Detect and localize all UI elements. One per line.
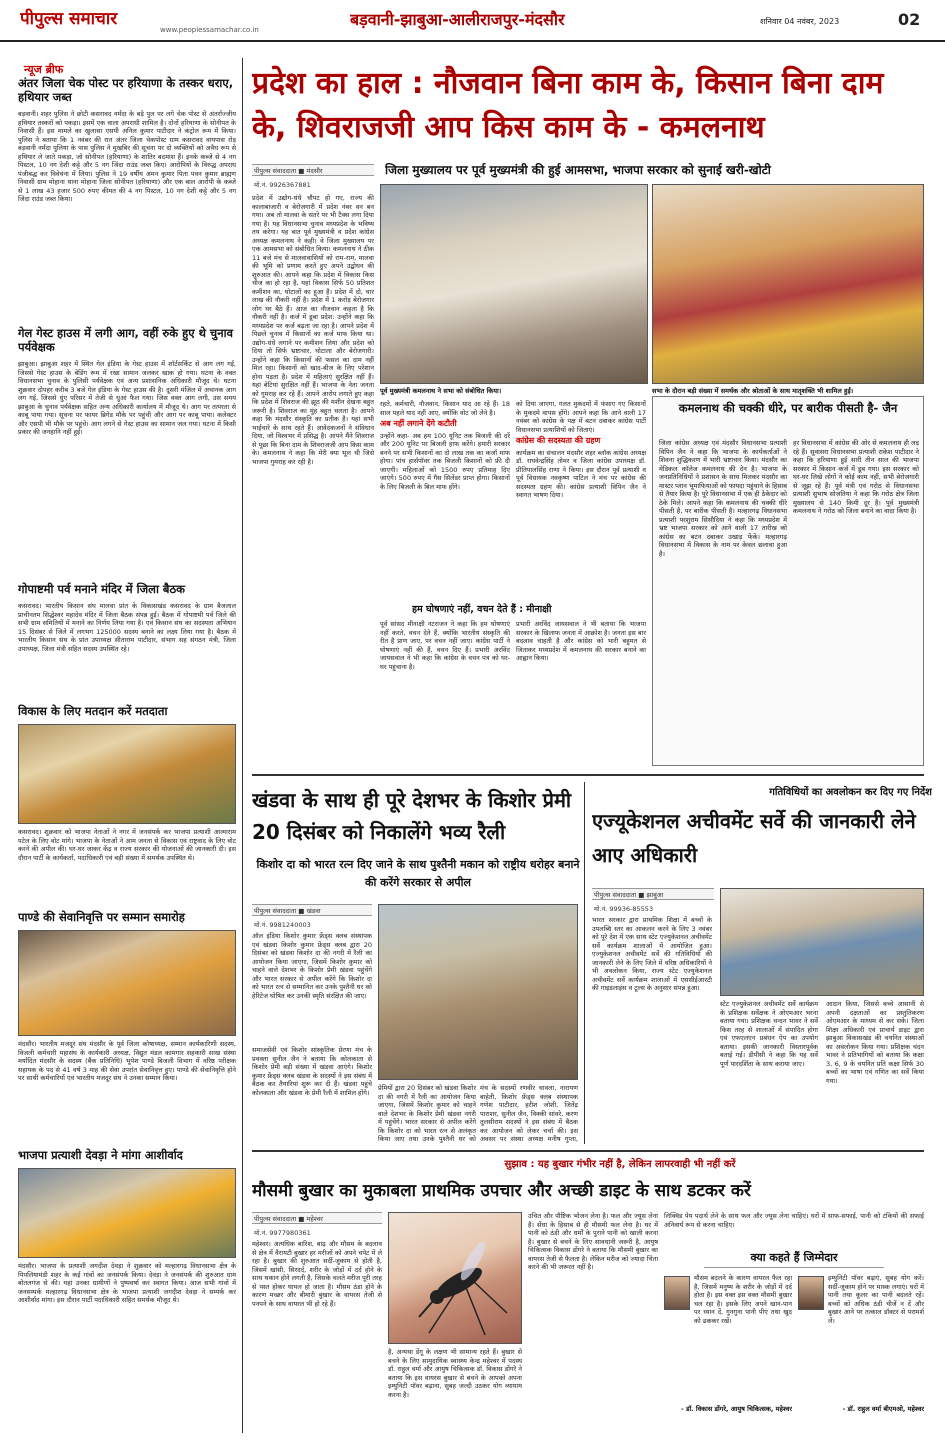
edu-col-2: स्टेट एज्युकेशनल अचीवमेंट सर्वे कार्यक्रम के प्रशिक्षक सर्वेक्षक ने ओएमआर भरना बताया गया। प्रशिक्षक चन्दन भावर ने सर्वे किस तरह से शालाओं में संपादित होगा एवं एफएलएन प्रबंधन ऐप का उपयोग बताया। इसकी जानकारी विस्तारपूर्वक बताई गई। डीपीसी ने कहा कि यह सर्वे पूर्ण पारदर्शिता के साथ कराया जाए। [720,1000,818,1068]
fever-col-4: लिक्विड पेय पदार्थ लेने के साथ फल और ज्यूस लेना चाहिए। घरों में साफ-सफाई, पानी को टंकियों की सफाई अनिवार्य रूप से करना चाहिए। [664,1212,924,1229]
side-headline: कमलनाथ की चक्की धीरे, पर बारीक पीसती है- जैन [678,401,898,415]
brief-body-4: कसरावद। शुक्रवार को भाजपा नेताओं ने नगर में जनसंपर्क कर भाजपा प्रत्याशी आत्माराम पटेल के लिए वोट मांगे। भाजपा के नेताओं ने आम जनता से विकास एवं राष्ट्रवाद के लिए वोट करने की अपील की। घर-घर जाकर केंद्र व राज्य सरकार की योजनाओं की जानकारी दी। इस दौरान पार्टी के कार्यकर्ता, पदाधिकारी एवं बड़ी संख्या में समर्थक उपस्थित थे। [18,828,236,862]
doctor-vikas-photo [664,1276,690,1310]
khandwa-col-4: मंच के सदस्यों रणवीर चावला, नारायण बाहेती, किशोर फ्रेंड्स क्लब संस्थापक गणेश पाटीदार, हरीश जोशी, जितेंद्र पाराशर, सुनील जैन, विक्की सांवरे, करण तुलसीराम सदस्यों ने इस संबंध में बैठक कर आयोजन को लेकर चर्चा की। इस अवसर पर संस्था अध्यक्ष मनीष गुप्ता, [480,1084,578,1143]
khandwa-headline: खंडवा के साथ ही पूरे देशभर के किशोर प्रेमी 20 दिसंबर को निकालेंगे भव्य रैली [252,788,572,844]
fever-kicker: सुझाव : यह बुखार गंभीर नहीं है, लेकिन लापरवाही भी नहीं करें [504,1159,736,1170]
lead-col-3 [516,400,646,600]
side-body-1: जिला कांग्रेस अध्यक्ष एवं मंदसौर विधानसभा प्रत्याशी विपिन जैन ने कहा कि भाजपा के कार्यकर्ताओं ने शिवना शुद्धिकरण में भारी भ्रष्टाचार किया। मंदसौर का मेडिकल कॉलेज कमलनाथ की देन है। भाजपा के जनप्रतिनिधियों ने प्रशासन के साथ मिलकर मंदसौर का मास्टर प्लान भूमाफियाओं को फायदा पहुंचाने के हिसाब से तैयार किया है। पूरे विधानसभा में एक ही ठेकेदार को ठेके मिले। आपने कहा कि कमलनाथ की चक्की धीरे पीसती है, पर बारीक पीसती है। मल्हारगढ़ विधानसभा प्रत्याशी परशुराम सिसौदिया ने कहा कि मध्यप्रदेश में भ्रष्ट भाजपा सरकार को आने वाली 17 तारीख को कांग्रेस का बटन दबाकर उखाड़ फेंकें। मल्हारगढ़ विधानसभा में विकास के नाम पर केवल छलावा हुआ है। [659,439,787,558]
brief-body-1: बड़वानी। शहर पुलिस ने छोटी कसरावद नर्मदा के बड़े पुल पर लगे चेक पोस्ट से अंतर्राज्जीय हथियार तस्करों को पकड़ा। इसमें एक वाला अपराधी शामिल है। दोनों हरियाणा के सोनीपत के निवासी हैं। इस मामले का खुलासा एसपी अनिल कुमार पाटीदार ने कंट्रोल रूम में किया। पुलिस ने बताया कि 1 नवंबर की रात अंतर जिला चेकपोस्ट ग्राम कसरावद वायपास रोड़ बड़वानी नर्मदा पुलिया के पास पुलिस ने मुखबिर की सूचना पर दो व्यक्तियों को अवैध रूप से हथियार ले जाते पकड़ा, जो सोनीपत (हरियाणा) के शातिर बदमाश हैं। इनके कब्जे से 4 नग पिस्टल, 10 नग देशी कट्टे और 5 नग जिंदा राउंड जब्त किए। आरोपियों के विरुद्ध अपराध पंजीबद्ध कर विवेचना में लिया। पुलिस ने 19 वर्षीय अमन कुमार पिता पवन कुमार ब्राह्मण निवासी ग्राम मोहाना थाना मोहाना जिला सोनीपत (हरियाणा) और एक बाल आरोपी के कब्जे से 1 लाख 43 हजार 500 रुपए कीमत की 4 नग पिस्टल, 10 नग देशी कट्टे और 5 नग जिंदा राउंड जब्त किया। [18,110,236,203]
lead-col2-text-a: रहते, कर्मचारी, नौजवान, किसान याद आ रहे हैं। 18 साल पहले याद नहीं आए, क्योंकि वोट जो लेने है। [380,400,510,417]
fever-col-1: महेश्वर। अत्यधिक बारिश, बाढ़ और मौसम के बदलाव से क्षेत्र में वैरायटी बुखार हर मरीजों को अपने चपेट में ले रहा है। बुखार की शुरुआत सर्दी-जुकाम से होती है, जिसमें खांसी, सिरदर्द, शरीर के जोड़ों में दर्द होने के साथ थकान होने लगती है, जिसके चलते मरीज पूरी तरह से पस्त होकर घायल हो जाता है। मौसम ठंडा होने के कारण मच्छर और बीमारी बुखार के वायरस तेजी से पनपने के साथ वायरल भी हो रहे हैं। [252,1240,382,1308]
logo-text: पीपुल्स समाचार [20,9,118,29]
khandwa-mobile: मो.नं. 9981240003 [254,921,311,929]
fever-byline: पीपुल्स संवाददाता ■ महेश्वर [252,1212,382,1224]
brief-headline-6: भाजपा प्रत्याशी देवड़ा ने मांगा आशीर्वाद [18,1148,183,1162]
lead-col3-text-a: को दिया जाएगा, गलत मुकदमों में फंसाए गए किसानों के मुकदमे वापस होंगे। आपने कहा कि आने वाली 17 नवंबर को कांग्रेस के पक्ष में बटन दबाकर कांग्रेस पार्टी विधानसभा प्रत्याशियों को जिताएं। [516,400,646,434]
lead-col-low-1: पूर्व सांसद मीनाक्षी नटराजन ने कहा कि हम घोषणाएं नहीं करते, वचन देते हैं, क्योंकि भारतीय संस्कृति की रीत है प्राण जाए, पर वचन नहीं जाए। कांग्रेस पार्टी ने घोषणाएं नहीं की हैं, वचन दिए हैं। प्रभारी अरविंद जायसवाल ने भी कहा कि कांग्रेस के वचन पत्र को घर-घर पहुंचाना है। [380,620,510,671]
lead-subhead-meenakshi: हम घोषणाएं नहीं, वचन देते हैं : मीनाक्षी [412,604,552,614]
website-url: www.peoplessamachar.co.in [160,26,259,34]
page-number: 02 [898,10,921,29]
column-divider [242,58,243,1433]
side-story-box [652,396,924,766]
edu-byline: पीपुल्स संवाददाता ■ झाबुआ [592,888,714,900]
campaign-photo [18,724,236,824]
khandwa-byline: पीपुल्स संवाददाता ■ खंडवा [252,904,372,916]
brief-body-2: झाबुआ। झाबुआ शहर में स्थित गेल इंडिया के गेस्ट हाउस में शॉर्टसर्किट से आग लग गई, जिससे गेस्ट हाउस के बेडिंग रूम में रखा सामान जलकर खाक हो गया। घटना के वक्त विधानसभा चुनाव के पुलिसी पर्यवेक्षक एवं अन्य प्रशासनिक अधिकारी मौजूद थे। घटना शुक्रवार दोपहर करीब 3 बजे गेल इंडिया के गेस्ट हाउस की है। दूसरी मंजिल में अचानक आग लग गई, जिससे धुंए परिसर में तेजी से धुआं फैल गया। जिस वक्त आग लगी, उस समय झाबुआ के चुनाव पर्यवेक्षक सहित अन्य अधिकारी कार्यालय में मौजूद थे। आग पर तत्परता से काबू पाया गया। सूचना पर फायर ब्रिगेड मौके पर पहुंची और आग पर काबू पाया। कलेक्टर और एसपी भी मौके पर पहुंचे। आग लगने से गेस्ट हाउस का सामान जल गया। घटना में किसी प्रकार की जनहानि नहीं हुई। [18,360,236,436]
brief-headline-3: गोपाष्टमी पर्व मनाने मंदिर में जिला बैठक [18,582,186,596]
quote-2: इम्युनिटी पॉवर बढ़ाएं, सुबह योग करें। सर्दी-जुकाम होने पर मास्क लगाएं। घरों में पानी तथा कूलर का पानी बदलते रहें। बच्चों को अधिक ठंडी चीजें न दें और बुखार आने पर तत्काल डॉक्टर से परामर्श लें। [828,1274,924,1325]
crowd-photo [652,184,924,384]
kishore-house-photo [378,904,578,1080]
khandwa-subheadline: किशोर दा को भारत रत्न दिए जाने के साथ पुश्तैनी मकान को राष्ट्रीय धरोहर बनाने की करेंगे सरकार से अपील [256,858,580,889]
red-subhead-2: कांग्रेस की सदस्यता की ग्रहण [516,436,601,445]
brief-body-5: मंदसौर। भारतीय मजदूर संघ मंदसौर के पूर्व जिला कोषाध्यक्ष, सम्मान कार्यकारिणी सदस्य, विजली कर्मचारी महासंघ के कार्यकारी अध्यक्ष, विद्युत मंडल कामगार सहकारी साख संस्था मर्यादित मंदसौर के सदस्य (बैंक प्रतिनिधि) भूपेश पाण्डे बिजली विभाग में वरिष्ठ परीक्षक सहायक के पद से 41 वर्ष 3 माह की सेवा उपरांत सेवानिवृत्त हुए। पाण्डे की सेवानिवृत्ति होने पर साथी कर्मचारियों एवं भारतीय मजदूर संघ ने उनका सम्मान किया। [18,1040,236,1082]
lead-col-low-2: प्रभारी अरविंद जायसवाल ने भी बताया कि भाजपा सरकार के खिलाफ जनता में आक्रोश है। जनता इस बार बदलाव चाहती है और कांग्रेस को भारी बहुमत से जिताकर मध्यप्रदेश में कमलनाथ की सरकार बनाने का आह्वान किया। [516,620,646,662]
issue-date: शनिवार 04 नवंबर, 2023 [760,17,840,26]
quote-2-attribution: - डॉ. राहुल वर्मा बीएमओ, महेश्वर [842,1405,924,1413]
lead-headline: प्रदेश का हाल : नौजवान बिना काम के, किसान बिना दाम के, शिवराजजी आप किस काम के - कमलनाथ [252,66,884,145]
khandwa-col-3: प्रेमियों द्वारा 20 दिसंबर को खंडवा किशोर दा की नगरी में रैली का आयोजन किया जाएगा, जिसमें किशोर कुमार को चाहने वाले देशभर के किशोर प्रेमी खंडवा नगरी में पहुंचेंगे। भारत सरकार से अपील करेंगे कि किशोर दा को भारत रत्न से अलंकृत किया जाए तथा उनके पुश्तैनी घर को [378,1084,476,1143]
section-rule-2 [252,1150,924,1152]
lead-col-2 [380,400,510,600]
lead-para-3: आपने आरोप लगाते हुए कहा कि प्रदेश में शिवराज की झूठ की मशीन देखना बहुत जरूरी है। शिवराज का मुंह बहुत चलता है। आपने कहा कि मंदसौर संस्कृति का प्रतीक है। यहां सभी भाईचारे के साथ रहते हैं। आवेदकजनों ने संविधान दिया, जो विश्वभर में प्रसिद्ध है। आपने मैंने शिवराज से पूछा कि बिना दाम के शिवराजजी आप किस काम के। कमलनाथ ने कहा कि मेरी क्या भूल थी जिसे भाजपा गुमराह कर रही है। [252,389,374,466]
fever-col-3: उचित और पौष्टिक भोजन लेना है। फल और ज्यूस लेना है। सेंधा के हिसाब से ही मौसमी फल लेना है। घर में पानी को ठंडी और धर्मों के पुराने पानी को खाली करना है। बुखार से बचने के लिए सावधानी जरूरी है, आयुष चिकित्सक विकास डोंगरे ने बताया कि मौसमी बुखार का वायरस तेजी से फैलता है। लेकिन मरीज को ज्यादा चिंता करने की भी जरूरत नहीं है। [528,1212,658,1271]
candidate-photo [18,1168,236,1258]
side-body-2: हर विधानसभा में कांग्रेस की ओर से कमलनाथ ही लड़ रहे हैं। सुवासरा विधानसभा प्रत्याशी राकेश पाटीदार ने कहा कि हरियाणा हुई सारी तीन साल की भाजपा सरकार में किसान कर्ज में डूब गया। इस सरकार को घर-घर लिखे लोगों ने कोई काम नहीं, सभी बेरोजगारी से जूझ रहे हैं। पूर्व मंत्री एवं गरोठ से विधानसभा प्रत्याशी सुभाष सोजतिया ने कहा कि गरोठ क्षेत्र जिला मुख्यालय से 140 किमी दूर है। पूर्व मुख्यमंत्री कमलनाथ ने गरोठ को जिला बनाने का वादा किया है। [793,439,919,515]
lead-subheadline: जिला मुख्यालय पर पूर्व मुख्यमंत्री की हुई आमसभा, भाजपा सरकार को सुनाई खरी-खोटी [385,163,771,177]
brief-headline-1: अंतर जिला चेक पोस्ट पर हरियाणा के तस्कर धराए, हथियार जब्त [18,76,234,104]
news-brief-column [18,60,236,1430]
edu-mobile: मो.नं. 99936-85553 [594,905,654,913]
edu-kicker: गतिविधियों का अवलोकन कर दिए गए निर्देश [769,787,932,798]
fever-headline: मौसमी बुखार का मुकाबला प्राथमिक उपचार और अच्छी डाइट के साथ डटकर करें [252,1181,751,1201]
column-divider-2 [584,782,585,1144]
edu-headline: एज्यूकेशनल अचीवमेंट सर्वे की जानकारी लेने आए अधिकारी [592,809,916,867]
experts-box [664,1250,924,1430]
brief-headline-4: विकास के लिए मतदान करें मतदाता [18,704,168,718]
mosquito-photo [388,1212,522,1344]
masthead [0,0,945,42]
photo-caption-1: पूर्व मुख्यमंत्री कमलनाथ ने सभा को संबोधित किया। [380,387,502,395]
masthead-logo [20,6,150,32]
brief-label: न्यूज ब्रीफ [24,63,64,76]
felicitation-photo [18,930,236,1036]
survey-classroom-photo [720,888,924,996]
quote-1-attribution: - डॉ. विकास डोंगरे, आयुष चिकित्सक, महेश्वर [681,1405,792,1413]
khandwa-col-1: ऑल इंडिया किशोर कुमार फ्रेंड्स क्लब संस्थापक एवं खंडवा किशोर कुमार फ्रेंड्स क्लब द्वारा 20 दिसंबर को खंडवा किशोर दा की नगरी में रैली का आयोजन किया जाएगा, जिसमें किशोर कुमार को चाहने वाले देशभर के किशोर प्रेमी खंडवा पहुंचेंगे और भारत सरकार से अपील करेंगे कि किशोर दा को भारत रत्न से सम्मानित कर उनके पुश्तैनी घर को हेरिटेज घोषित कर उनकी स्मृति संरक्षित की जाए। [252,932,372,1000]
quote-1: मौसम बदलने के कारण वायरल फैल रहा है, जिसमें मनुष्य के शरीर के जोड़ों में दर्द होता है। इस वक्त इस वक्त मौसमी बुखार चल रहा है। इसके लिए अपने खान-पान पर ध्यान दें, गुनगुना पानी पीएं तथा खुद को ढककर रखें। [694,1274,792,1325]
lead-col2-text-b: उन्होंने कहा- अब हम 100 यूनिट तक बिजली की दरें और 200 यूनिट पर बिजली हाफ करेंगे। हमारी सरकार बनने पर सभी किसानों का दो लाख तक का कर्जा माफ होगा। पांच हार्सपॉवर तक बिजली किसानों को फ्री दी जाएगी। महिलाओं को 1500 रुपए प्रतिमाह दिए जाएंगे। 500 रुपए में गैस सिलेंडर प्राप्त होगा। किसानों के लिए बिजली के बिल माफ होंगे। [380,431,510,491]
edu-col-1: भारत सरकार द्वारा प्राथमिक शिक्षा में बच्चों के उपलब्धि स्तर का आकलन करने के लिए 3 नवंबर को पूरे देश में एक साथ स्टेट एज्युकेशनल अचीवमेंट सर्वे कार्यक्रम शालाओं में आयोजित हुआ। एज्युकेशनल अचीवमेंट सर्वे की गतिविधियों की जानकारी लेने के लिए जिले में वरिष्ठ अधिकारियों ने भी अवलोकन किया, राज्य स्टेट एज्युकेशनल अचीवमेंट सर्वे कार्यक्रम शालाओं में एससीईआरटी की गाइडलाइंस व टूल्स के अनुसार संपन्न हुआ। [592,916,712,992]
lead-byline: पीपुल्स संवाददाता ■ मंदसौर [252,164,374,176]
lead-col-1 [252,194,374,766]
kamalnath-photo [380,184,648,384]
lead-mobile: मो.नं. 9926367881 [254,181,311,189]
brief-body-6: मंदसौर। भाजपा के प्रत्याशी जगदीश देवड़ा ने शुक्रवार को मल्हारगढ़ विधानसभा क्षेत्र के पिपलियामंडी शहर के कई गांवों का जनसंपर्क किया। देवड़ा ने जनसंपर्क की शुरुआत ग्राम बोतलगंज से की। यहां उनका ग्रामीणों ने पुष्पवर्षा कर स्वागत किया। आज सभी गांवों में जनसम्पर्क मल्हारगढ़ विधानसभा क्षेत्र के भाजपा प्रत्याशी जगदीश देवड़ा ने सम्पर्क कर आशीर्वाद मांगा। इस दौरान पार्टी पदाधिकारी सहित समर्थक मौजूद थे। [18,1262,236,1304]
mosquito-icon [389,1213,523,1345]
red-subhead-1: अब नहीं लगाने देंगे कटौती [380,419,457,428]
brief-headline-5: पाण्डे की सेवानिवृत्ति पर सम्मान समारोह [18,910,185,924]
edition-title: बड़वानी-झाबुआ-आलीराजपुर-मंदसौर [350,10,565,29]
doctor-rahul-photo [798,1276,824,1310]
lead-para-2: कर्ज में डूबा प्रदेश: उन्होंने कहा कि मध्यप्रदेश पर कर्ज बढ़ता जा रहा है। आपने प्रदेश में पिछले चुनाव में किसानों का कर्ज माफ किया था। उद्योग-धंधे लगाने पर कमीशन लिया और प्रदेश को दिया तो सिर्फ भ्रष्टाचार, घोटाला और बेरोजगारी। उन्होंने कहा कि किसानों की फसल का दाम नहीं मिल रहा। किसानों को खाद-बीज के लिए परेशान होना पड़ता है। प्रदेश में महिलाएं सुरक्षित नहीं हैं। यहां बेटियां सुरक्षित नहीं हैं। भाजपा के नेता जनता को गुमराह कर रहे हैं। [252,313,374,398]
edu-col-3: आदान किया, जिससे बच्चे आसानी से अपनी दक्षताओं का प्रस्तुतिकरण ओएमआर के माध्यम से कर सके। जिला शिक्षा अधिकारी एवं प्राचार्य डाइट द्वारा झाबुआ विकासखंड की चयनित संस्थाओं का अवलोकन किया गया। प्रशिक्षक चंदन भावर ने प्रतिभागियों को बताया कि कक्षा 3, 6, 9 के चयनित प्रति कक्षा सिर्फ 30 बच्चों का भाषा एवं गणित का सर्वे किया गया। [826,1000,924,1085]
brief-body-3: कसरावद। भारतीय किसान संघ मालवा प्रांत के विकासखंड कसरावद के ग्राम बैजलाल प्राचीनतम सिद्धेश्वर महादेव मंदिर में जिला बैठक संपन्न हुई। बैठक में गोपाष्टमी पर्व जिले की सभी ग्राम समितियों में मनाने का निर्णय लिया गया है। एवं किसान संघ का सदस्यता अभियान 15 दिसंबर से जिले में लगभग 125000 सदस्य बनाने का लक्ष्य लिया गया है। बैठक में भारतीय किसान संघ के प्रांत उपाध्यक्ष सीताराम पाटीदार, संभाग सह संगठन मंत्री, जिला उपाध्यक्ष, जिला मंत्री सहित सदस्य उपस्थित रहे। [18,602,236,653]
fever-mobile: मो.नं. 9977980361 [254,1229,311,1237]
lead-col3-text-b: कार्यक्रम का संचालन मंदसौर शहर ब्लॉक कांग्रेस अध्यक्ष डॉ. राघवेन्द्रसिंह तोमर व जिला कांग्रेस उपाध्यक्ष डॉ. प्रीतिपालसिंह राणा ने किया। इस दौरान पूर्व प्रत्याशी व पूर्व विधायक नवकृष्ण पाटिल ने मंच पर कांग्रेस की सदस्यता ग्रहण की। कांग्रेस प्रत्याशी विपिन जैन ने स्वागत भाषण दिया। [516,448,646,499]
lead-para-1: प्रदेश में उद्योग-धंधे चौपट हो गए, राज्य की कालाबाजारी व बेरोजगारी में प्रदेश नंबर वन बन गया। अब तो मालवा के संतरे पर भी टैक्स लगा दिया गया है। यह विधानसभा चुनाव मध्यप्रदेश के भविष्य तय करेगा। यह बात पूर्व मुख्यमंत्री व प्रदेश कांग्रेस अध्यक्ष कमलनाथ ने कही। वे जिला मुख्यालय पर एक आमसभा को संबोधित किया। कमलनाथ ने ठीक 11 बजे मंच से मालवावासियों को राम-राम, मालवा की भूमि को प्रणाम करते हुए अपने उद्बोधन की शुरुआत की। आपने कहा कि प्रदेश में विकास किस चीज का हो रहा है, यहां विकास सिर्फ 50 प्रतिशत कमीशन का, घोटालों का हुआ है। प्रदेश में दो, चार लाख की नौकरी नहीं है। प्रदेश में 1 करोड़ बेरोजगार लोग घर बैठे हैं। आज का नौजवान कहता है कि नौकरी नहीं है। [252,194,374,321]
khandwa-col-2: समाजसेवी एवं किशोर सांस्कृतिक प्रेरणा मंच के प्रवक्ता सुनील जैन ने बताया कि कोलकाता से किशोर प्रेमी बड़ी संख्या में खंडवा आएंगे। किशोर कुमार फ्रेंड्स क्लब खंडवा के सदस्यों ने इस संबंध में बैठक कर तैयारियां शुरू कर दी हैं। खंडवा पहुंचे कोलकाता और खंडवा के प्रेमी रैली में शामिल होंगे। [252,1046,372,1097]
brief-headline-2: गेल गेस्ट हाउस में लगी आग, वहीं रुके हुए थे चुनाव पर्यवेक्षक [18,326,233,354]
fever-col-2: है, अन्यथा डेंगू के लक्षण भी सामान्य रहते हैं। बुखार से बचने के लिए सामुदायिक स्वास्थ्य केन्द्र महेश्वर में पदस्थ डॉ. राहुल वर्मा और आयुष चिकित्सक डॉ. विकास डोंगरे ने बताया कि इस वायरस बुखार से बचने के आपको अपना इम्युनिटी पॉवर बढ़ाना, सुबह जल्दी उठकर योग व्यायाम करना है। [388,1348,522,1399]
photo-caption-2: सभा के दौरान बड़ी संख्या में समर्थक और श्रोताओं के साथ मातृशक्ति भी शामिल हुईं। [652,387,854,395]
section-rule-1 [252,774,924,776]
experts-heading: क्या कहते हैं जिम्मेदार [704,1250,884,1268]
